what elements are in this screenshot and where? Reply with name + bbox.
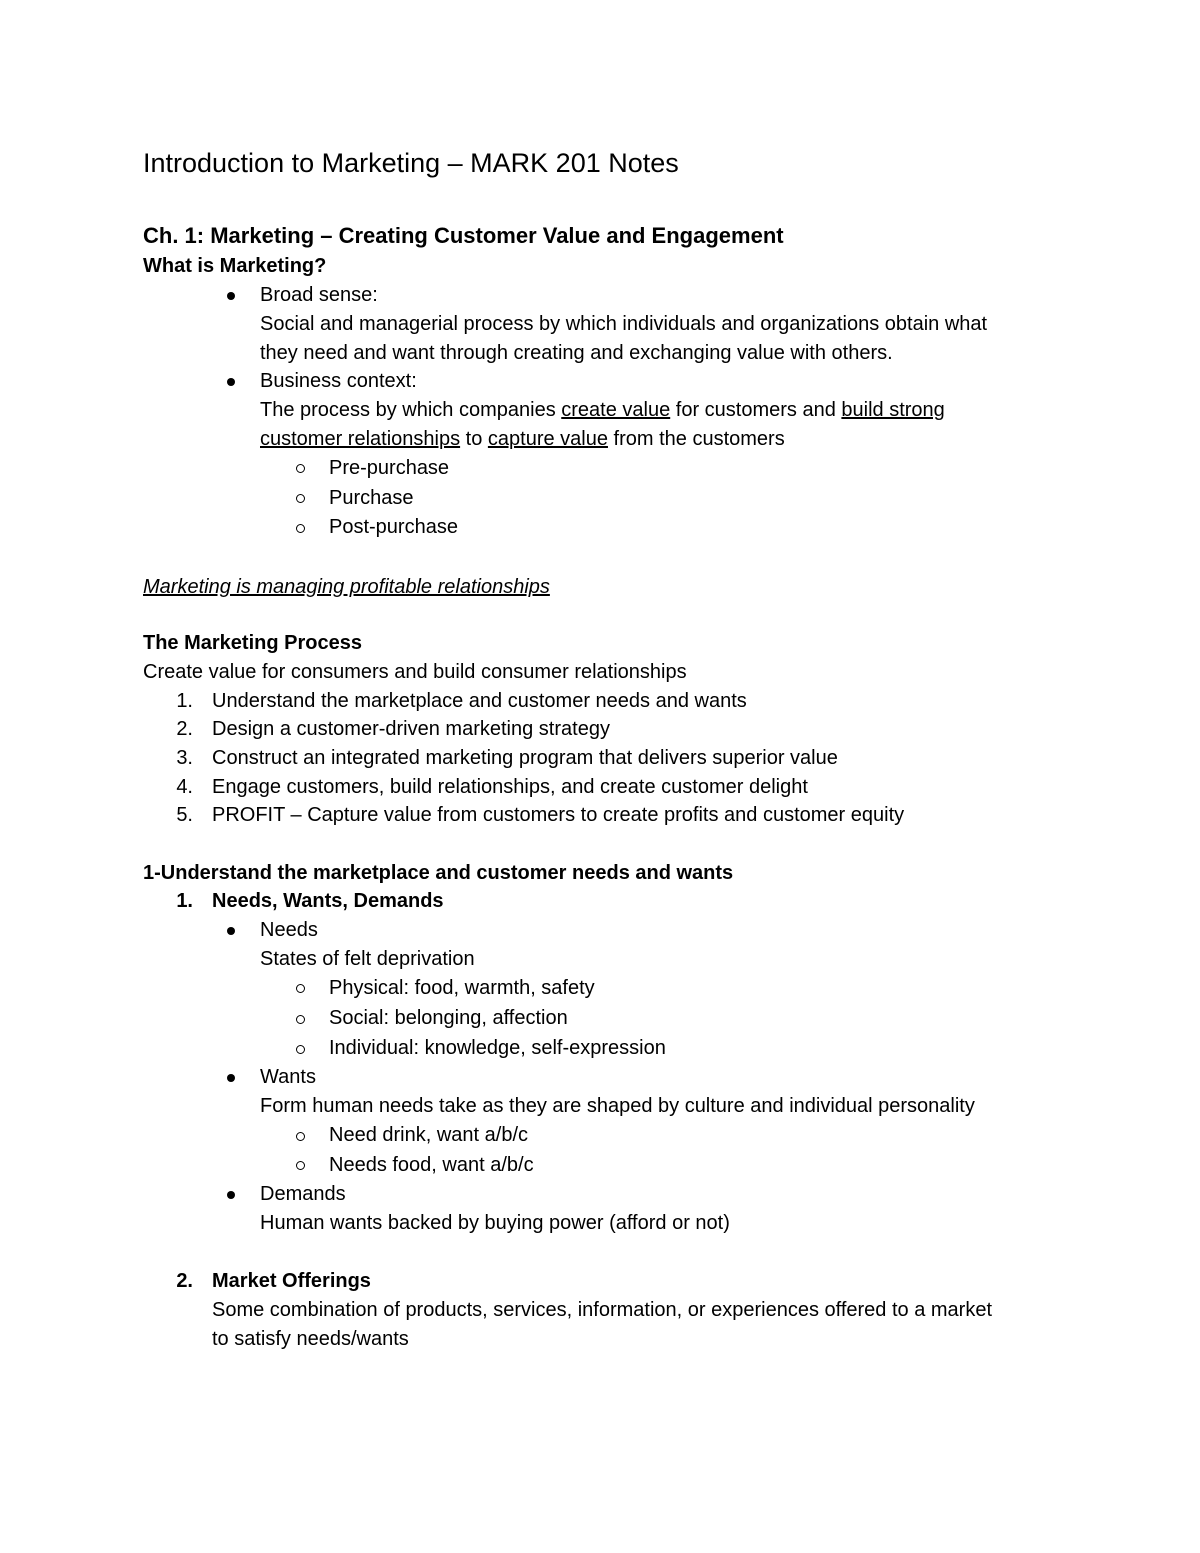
- process-intro: Create value for consumers and build consumer relationships: [143, 661, 687, 683]
- wants-item: Needs food, want a/b/c: [329, 1154, 534, 1176]
- list-number: 2.: [176, 718, 193, 740]
- text-run: from the customers: [607, 428, 785, 450]
- circle-bullet-icon: [296, 494, 305, 503]
- list-number: 4.: [176, 776, 193, 798]
- circle-bullet-icon: [296, 1015, 305, 1024]
- needs-item: Physical: food, warmth, safety: [329, 977, 595, 999]
- business-context-label: Business context:: [260, 370, 417, 392]
- market-offerings-line-2: to satisfy needs/wants: [212, 1328, 409, 1350]
- demands-label: Demands: [260, 1183, 346, 1205]
- process-step: PROFIT – Capture value from customers to create profits and customer equity: [212, 804, 905, 826]
- list-number: 1.: [176, 690, 193, 712]
- wants-label: Wants: [260, 1066, 316, 1088]
- section-1-heading: 1-Understand the marketplace and customer needs and wants: [143, 862, 734, 884]
- broad-sense-label: Broad sense:: [260, 284, 378, 306]
- stage-item: Pre-purchase: [329, 457, 450, 479]
- needs-definition: States of felt deprivation: [260, 948, 475, 970]
- list-number: 5.: [176, 804, 193, 826]
- wants-definition: Form human needs take as they are shaped by culture and individual personality: [260, 1095, 975, 1117]
- circle-bullet-icon: [296, 984, 305, 993]
- circle-bullet-icon: [296, 1161, 305, 1170]
- business-context-line-2: [260, 425, 785, 454]
- needs-item: Social: belonging, affection: [329, 1007, 568, 1029]
- needs-wants-demands-title: Needs, Wants, Demands: [212, 890, 444, 912]
- tagline: Marketing is managing profitable relationships: [143, 576, 550, 598]
- bullet-icon: [227, 378, 235, 386]
- text-run: to: [460, 428, 488, 450]
- needs-label: Needs: [260, 919, 318, 941]
- process-step: Design a customer-driven marketing strategy: [212, 718, 610, 740]
- underlined-customer-relationships: customer relationships: [260, 428, 461, 450]
- bullet-icon: [227, 927, 235, 935]
- underlined-build-strong: build strong: [841, 399, 945, 421]
- circle-bullet-icon: [296, 464, 305, 473]
- what-is-heading: What is Marketing?: [143, 255, 327, 277]
- stage-item: Post-purchase: [329, 516, 458, 538]
- bullet-icon: [227, 292, 235, 300]
- circle-bullet-icon: [296, 1132, 305, 1141]
- broad-sense-line-1: Social and managerial process by which individuals and organizations obtain what: [260, 313, 988, 335]
- page-title: Introduction to Marketing – MARK 201 Notes: [143, 148, 679, 178]
- circle-bullet-icon: [296, 524, 305, 533]
- process-step: Understand the marketplace and customer needs and wants: [212, 690, 747, 712]
- circle-bullet-icon: [296, 1045, 305, 1054]
- needs-item: Individual: knowledge, self-expression: [329, 1037, 666, 1059]
- process-heading: The Marketing Process: [143, 632, 362, 654]
- underlined-capture-value: capture value: [487, 428, 608, 450]
- chapter-heading: Ch. 1: Marketing – Creating Customer Value and Engagement: [143, 223, 784, 248]
- list-number: 2.: [176, 1270, 193, 1292]
- text-run: The process by which companies: [260, 399, 562, 421]
- bullet-icon: [227, 1191, 235, 1199]
- stage-item: Purchase: [329, 487, 414, 509]
- business-context-line-1: [260, 396, 945, 425]
- process-step: Construct an integrated marketing program that delivers superior value: [212, 747, 838, 769]
- demands-definition: Human wants backed by buying power (afford or not): [260, 1212, 730, 1234]
- bullet-icon: [227, 1074, 235, 1082]
- broad-sense-line-2: they need and want through creating and exchanging value with others.: [260, 342, 893, 364]
- underlined-create-value: create value: [561, 399, 671, 421]
- process-step: Engage customers, build relationships, and create customer delight: [212, 776, 808, 798]
- list-number: 3.: [176, 747, 193, 769]
- wants-item: Need drink, want a/b/c: [329, 1124, 528, 1146]
- market-offerings-title: Market Offerings: [212, 1270, 371, 1292]
- market-offerings-line-1: Some combination of products, services, information, or experiences offered to a market: [212, 1299, 993, 1321]
- text-run: for customers and: [670, 399, 842, 421]
- list-number: 1.: [176, 890, 193, 912]
